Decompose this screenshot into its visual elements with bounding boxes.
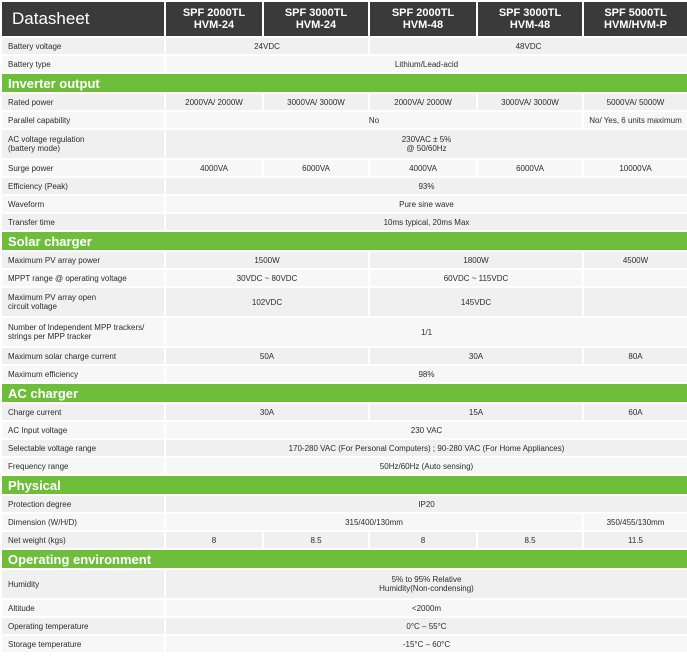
spec-value: 1800W: [370, 252, 582, 268]
spec-label: Surge power: [2, 160, 164, 176]
spec-label: Battery voltage: [2, 38, 164, 54]
spec-value: 8.5: [478, 532, 582, 548]
spec-label: Net weight (kgs): [2, 532, 164, 548]
spec-value: No/ Yes, 6 units maximum: [584, 112, 687, 128]
spec-value: 8: [166, 532, 262, 548]
spec-label: Humidity: [2, 570, 164, 598]
spec-value: 1500W: [166, 252, 368, 268]
model-header: [478, 2, 582, 36]
spec-label: Altitude: [2, 600, 164, 616]
spec-label: Maximum efficiency: [2, 366, 164, 382]
spec-value: 48VDC: [370, 38, 687, 54]
spec-row: [2, 94, 687, 110]
spec-label: Frequency range: [2, 458, 164, 474]
spec-value-line: 5% to 95% Relative: [391, 575, 462, 584]
model-name: SPF 3000TL: [498, 7, 562, 19]
spec-row: [2, 130, 687, 158]
section-header: [2, 384, 687, 402]
spec-row: [2, 532, 687, 548]
spec-value: 50Hz/60Hz (Auto sensing): [166, 458, 687, 474]
spec-value: 30VDC ~ 80VDC: [166, 270, 368, 286]
spec-label: [2, 130, 164, 158]
model-variant: HVM-48: [509, 19, 551, 31]
spec-value: 30A: [370, 348, 582, 364]
spec-value: 60A: [584, 404, 687, 420]
spec-value: 5000VA/ 5000W: [584, 94, 687, 110]
section-header: [2, 74, 687, 92]
spec-label: Charge current: [2, 404, 164, 420]
spec-value: [584, 288, 687, 316]
spec-value: 10000VA: [584, 160, 687, 176]
spec-row: [2, 288, 687, 316]
spec-value: 8.5: [264, 532, 368, 548]
spec-value: 3000VA/ 3000W: [264, 94, 368, 110]
model-variant: HVM/HVM-P: [604, 19, 667, 31]
spec-row: [2, 600, 687, 616]
spec-label: Battery type: [2, 56, 164, 72]
spec-value: Pure sine wave: [166, 196, 687, 212]
spec-value: 30A: [166, 404, 368, 420]
spec-value: 2000VA/ 2000W: [166, 94, 262, 110]
spec-label: [2, 288, 164, 316]
spec-value: 80A: [584, 348, 687, 364]
section-title: Solar charger: [2, 232, 687, 250]
spec-value: 6000VA: [264, 160, 368, 176]
spec-value-line: 230VAC ± 5%: [401, 135, 452, 144]
spec-label-line: strings per MPP tracker: [8, 332, 92, 341]
spec-row: [2, 570, 687, 598]
spec-row: [2, 348, 687, 364]
spec-value: 10ms typical, 20ms Max: [166, 214, 687, 230]
spec-value: 15A: [370, 404, 582, 420]
spec-value: 6000VA: [478, 160, 582, 176]
spec-row: [2, 440, 687, 456]
spec-row: [2, 252, 687, 268]
model-header: [166, 2, 262, 36]
spec-value: 3000VA/ 3000W: [478, 94, 582, 110]
spec-row: [2, 56, 687, 72]
section-header: [2, 550, 687, 568]
spec-label: [2, 318, 164, 346]
model-header: [584, 2, 687, 36]
spec-label: Dimension (W/H/D): [2, 514, 164, 530]
spec-value: 170-280 VAC (For Personal Computers) ; 90-280 VAC (For Home Appliances): [166, 440, 687, 456]
header-row: [2, 2, 687, 36]
model-name: SPF 2000TL: [391, 7, 455, 19]
spec-value: [166, 130, 687, 158]
spec-value: [166, 570, 687, 598]
spec-label-line: AC voltage regulation: [8, 135, 85, 144]
model-name: SPF 3000TL: [284, 7, 348, 19]
spec-label-line: circuit voltage: [8, 302, 57, 311]
model-header: [264, 2, 368, 36]
spec-row: [2, 178, 687, 194]
spec-label: Maximum PV array power: [2, 252, 164, 268]
model-name: SPF 5000TL: [604, 7, 667, 19]
spec-row: [2, 38, 687, 54]
spec-value: 93%: [166, 178, 687, 194]
spec-label-line: (battery mode): [8, 144, 61, 153]
spec-label: Efficiency (Peak): [2, 178, 164, 194]
spec-value: 8: [370, 532, 476, 548]
spec-value: <2000m: [166, 600, 687, 616]
section-title: Physical: [2, 476, 687, 494]
spec-row: [2, 514, 687, 530]
spec-value: 98%: [166, 366, 687, 382]
spec-value: 0°C – 55°C: [166, 618, 687, 634]
spec-label: Storage temperature: [2, 636, 164, 652]
spec-label: Maximum solar charge current: [2, 348, 164, 364]
spec-value: 350/455/130mm: [584, 514, 687, 530]
spec-label: Rated power: [2, 94, 164, 110]
spec-value: 145VDC: [370, 288, 582, 316]
spec-value: 1/1: [166, 318, 687, 346]
spec-row: [2, 636, 687, 652]
spec-value: 60VDC ~ 115VDC: [370, 270, 582, 286]
spec-value: 230 VAC: [166, 422, 687, 438]
spec-label: Waveform: [2, 196, 164, 212]
datasheet-title: Datasheet: [12, 9, 90, 28]
spec-row: [2, 112, 687, 128]
spec-label: Operating temperature: [2, 618, 164, 634]
spec-label: Transfer time: [2, 214, 164, 230]
section-header: [2, 232, 687, 250]
spec-label-line: Maximum PV array open: [8, 293, 97, 302]
spec-value: [584, 270, 687, 286]
spec-value: IP20: [166, 496, 687, 512]
spec-row: [2, 318, 687, 346]
model-variant: HVM-48: [402, 19, 444, 31]
spec-row: [2, 196, 687, 212]
model-name: SPF 2000TL: [182, 7, 246, 19]
spec-value: 102VDC: [166, 288, 368, 316]
spec-value: -15°C – 60°C: [166, 636, 687, 652]
spec-value: 11.5: [584, 532, 687, 548]
spec-value-line: Humidity(Non-condensing): [379, 584, 474, 593]
spec-row: [2, 422, 687, 438]
spec-row: [2, 214, 687, 230]
spec-label: Protection degree: [2, 496, 164, 512]
spec-label: AC Input voltage: [2, 422, 164, 438]
spec-row: [2, 618, 687, 634]
spec-row: [2, 270, 687, 286]
spec-label-line: Number of Independent MPP trackers/: [8, 323, 145, 332]
spec-label: Parallel capability: [2, 112, 164, 128]
model-variant: HVM-24: [295, 19, 337, 31]
spec-value: 4000VA: [166, 160, 262, 176]
spec-value: 2000VA/ 2000W: [370, 94, 476, 110]
section-title: Inverter output: [2, 74, 687, 92]
spec-row: [2, 404, 687, 420]
spec-value: 315/400/130mm: [166, 514, 582, 530]
spec-value: 24VDC: [166, 38, 368, 54]
model-header: [370, 2, 476, 36]
model-variant: HVM-24: [193, 19, 235, 31]
spec-label: Selectable voltage range: [2, 440, 164, 456]
spec-label: MPPT range @ operating voltage: [2, 270, 164, 286]
spec-value: No: [166, 112, 582, 128]
spec-row: [2, 458, 687, 474]
section-title: Operating environment: [2, 550, 687, 568]
spec-body: [2, 38, 687, 652]
spec-value: 4500W: [584, 252, 687, 268]
section-header: [2, 476, 687, 494]
spec-value-line: @ 50/60Hz: [406, 144, 447, 153]
spec-value: 50A: [166, 348, 368, 364]
spec-row: [2, 366, 687, 382]
spec-row: [2, 496, 687, 512]
spec-value: 4000VA: [370, 160, 476, 176]
spec-row: [2, 160, 687, 176]
section-title: AC charger: [2, 384, 687, 402]
spec-value: Lithium/Lead-acid: [166, 56, 687, 72]
